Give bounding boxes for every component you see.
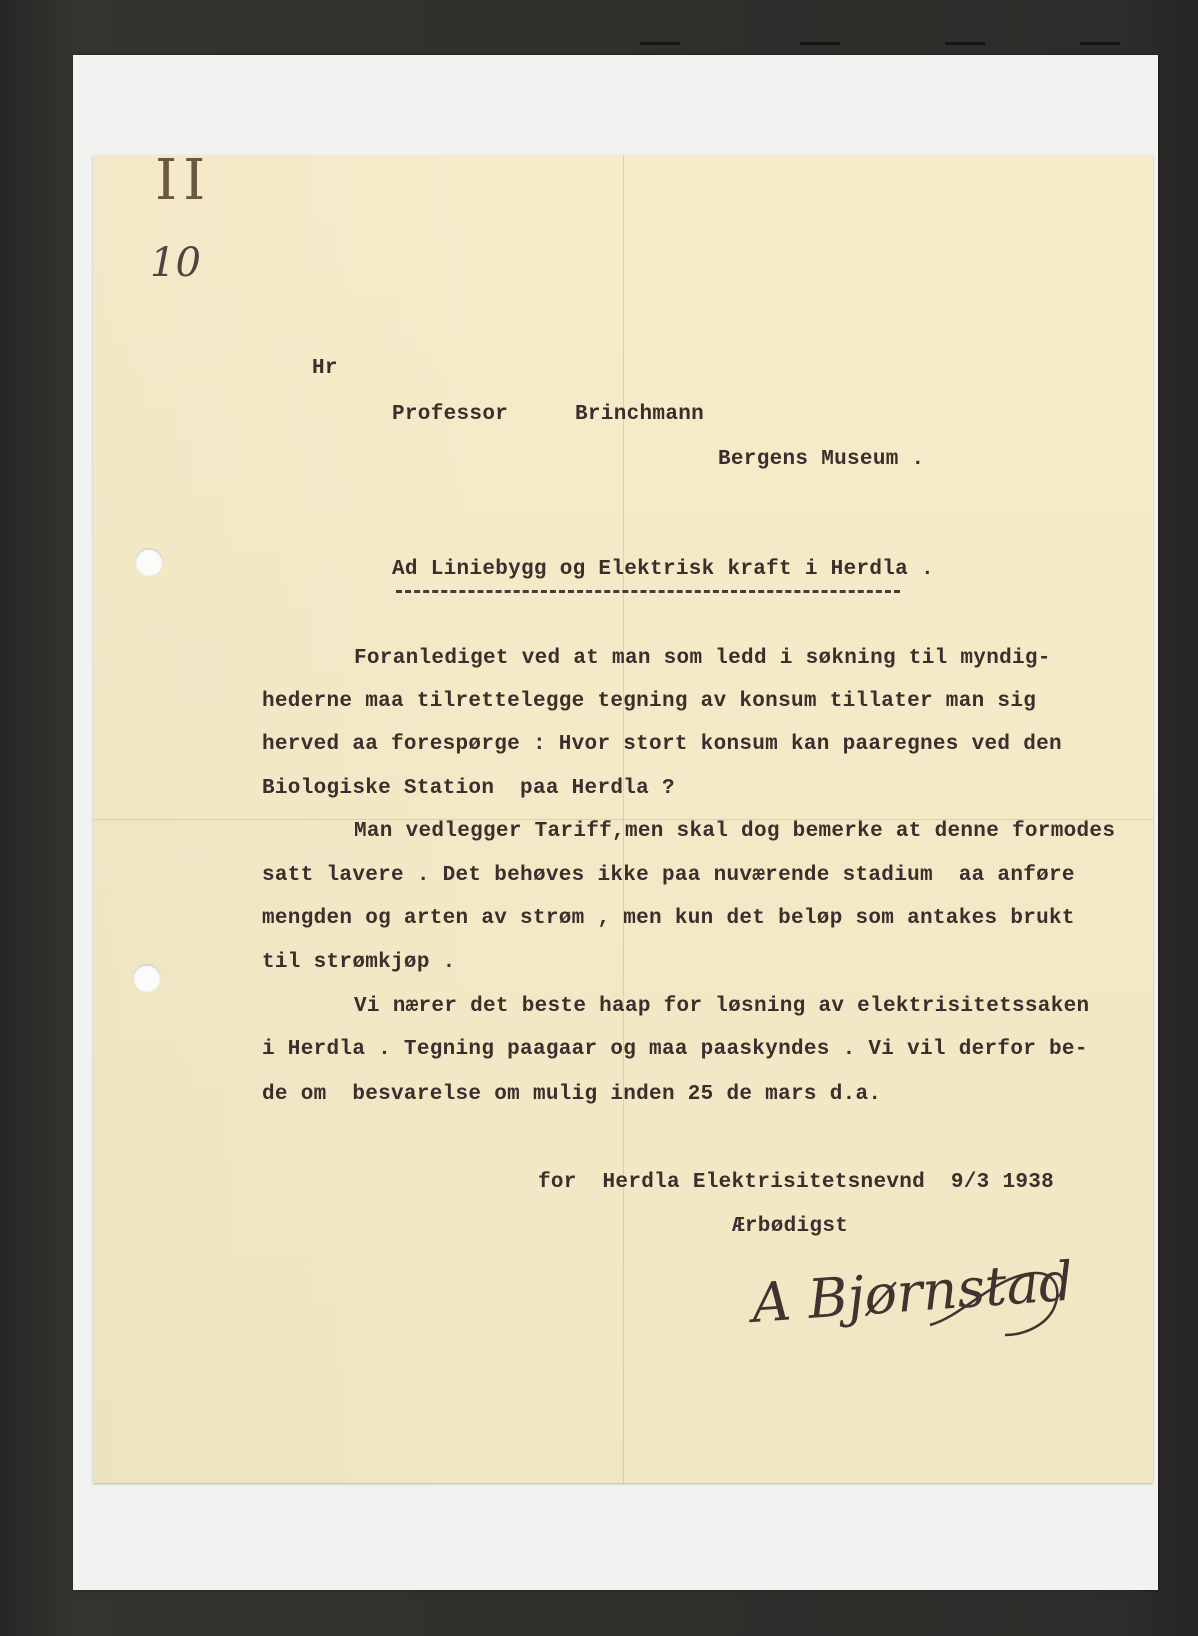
top-edge-mark: [1080, 42, 1120, 45]
address-salutation: Hr: [312, 357, 338, 380]
body-line: Foranlediget ved at man som ledd i søkning til myndig-: [354, 647, 1051, 670]
body-line: de om besvarelse om mulig inden 25 de mars d.a.: [262, 1083, 882, 1106]
body-line: i Herdla . Tegning paagaar og maa paaskyndes . Vi vil derfor be-: [262, 1038, 1088, 1061]
top-edge-mark: [640, 42, 680, 45]
body-line: Man vedlegger Tariff,men skal dog bemerke at denne formodes: [354, 820, 1116, 843]
top-edge-mark: [800, 42, 840, 45]
top-edge-mark: [945, 42, 985, 45]
body-line: Vi nærer det beste haap for løsning av elektrisitetssaken: [354, 995, 1090, 1018]
sender-line: for Herdla Elektrisitetsnevnd 9/3 1938: [538, 1171, 1055, 1194]
signature-flourish: [925, 1255, 1065, 1345]
subject-line: Ad Liniebygg og Elektrisk kraft i Herdla .: [392, 558, 934, 581]
address-title: Professor: [392, 403, 509, 426]
body-line: satt lavere . Det behøves ikke paa nuværende stadium aa anføre: [262, 864, 1075, 887]
address-name: Brinchmann: [575, 403, 705, 426]
archive-mark-roman: II: [155, 148, 212, 213]
body-line: mengden og arten av strøm , men kun det beløp som antakes brukt: [262, 907, 1075, 930]
valediction: Ærbødigst: [732, 1215, 849, 1238]
body-line: til strømkjøp .: [262, 951, 456, 974]
signature: A Bjørnstad: [749, 1249, 1076, 1335]
address-institution: Bergens Museum .: [718, 448, 925, 471]
archive-mark-number: 10: [150, 240, 201, 286]
subject-underline: [396, 590, 900, 593]
body-line: Biologiske Station paa Herdla ?: [262, 777, 675, 800]
body-line: herved aa forespørge : Hvor stort konsum kan paaregnes ved den: [262, 733, 1062, 756]
punch-hole: [133, 964, 161, 992]
punch-hole: [135, 548, 163, 576]
body-line: hederne maa tilrettelegge tegning av konsum tillater man sig: [262, 690, 1037, 713]
